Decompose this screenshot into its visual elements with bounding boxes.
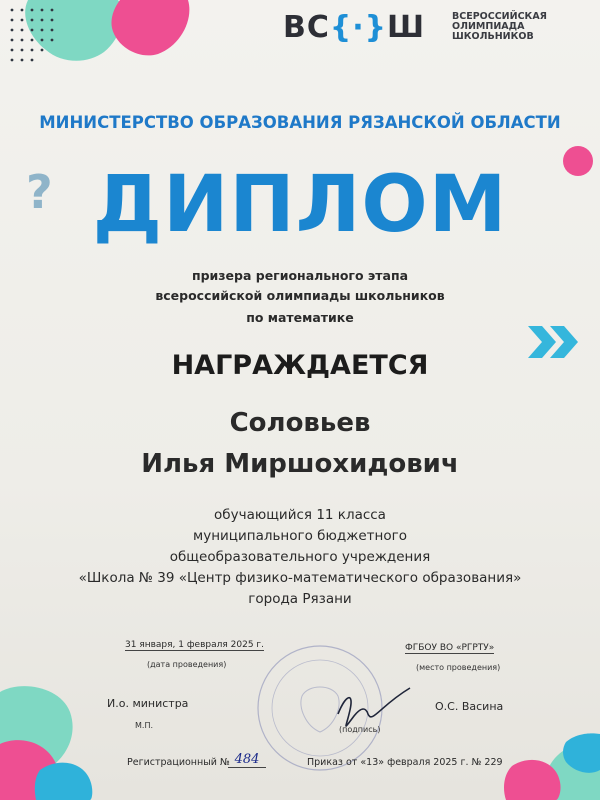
description-line: обучающийся 11 класса: [214, 507, 386, 523]
recipient-given-names: Илья Миршохидович: [141, 449, 459, 479]
order-reference: Приказ от «13» февраля 2025 г. № 229: [307, 757, 503, 768]
mint-blob-top: [25, 0, 123, 61]
registration-label: Регистрационный №: [127, 757, 230, 768]
description-line: муниципального бюджетного: [193, 528, 407, 544]
subtitle-line: призера регионального этапа: [191, 268, 409, 283]
official-seal-stamp: [250, 636, 450, 796]
signer-title: И.о. министра: [107, 697, 189, 710]
logo-mark-right: Ш: [387, 10, 426, 45]
awarded-heading: НАГРАЖДАЕТСЯ: [171, 350, 429, 381]
logo-text-line: ОЛИМПИАДА: [452, 21, 525, 32]
event-dates: 31 января, 1 февраля 2025 г.: [125, 640, 265, 650]
olympiad-logo-mark: [283, 10, 425, 45]
logo-text-line: ВСЕРОССИЙСКАЯ: [452, 11, 547, 22]
subtitle-line: всероссийской олимпиады школьников: [155, 288, 445, 303]
logo-mark-left: ВС: [283, 10, 330, 45]
olympiad-logo-text: [452, 12, 547, 42]
stamp-place-label: М.П.: [135, 721, 154, 730]
logo-mark-braces: {·}: [329, 10, 388, 45]
signature-scribble: [338, 688, 410, 726]
ministry-heading: МИНИСТЕРСТВО ОБРАЗОВАНИЯ РЯЗАНСКОЙ ОБЛАСТИ: [39, 113, 561, 132]
registration-number: 484: [228, 752, 266, 768]
recipient-surname: Соловьев: [229, 408, 371, 438]
event-venue: ФГБОУ ВО «РГРТУ»: [405, 643, 495, 653]
subtitle-line: по математике: [246, 310, 354, 325]
description-line: города Рязани: [248, 591, 352, 607]
question-mark-icon: ?: [26, 165, 53, 219]
diploma-title: ДИПЛОМ: [92, 160, 508, 250]
logo-text-line: ШКОЛЬНИКОВ: [452, 31, 534, 42]
pink-blob-top: [111, 0, 189, 55]
event-venue-caption: (место проведения): [416, 663, 501, 672]
signer-name: О.С. Васина: [435, 700, 504, 713]
event-dates-caption: (дата проведения): [147, 660, 227, 669]
teal-blob-bottom-left: [35, 763, 93, 800]
description-line: общеобразовательного учреждения: [169, 549, 431, 565]
signature-caption: (подпись): [339, 725, 381, 734]
description-line: «Школа № 39 «Центр физико-математического образования»: [78, 570, 522, 586]
